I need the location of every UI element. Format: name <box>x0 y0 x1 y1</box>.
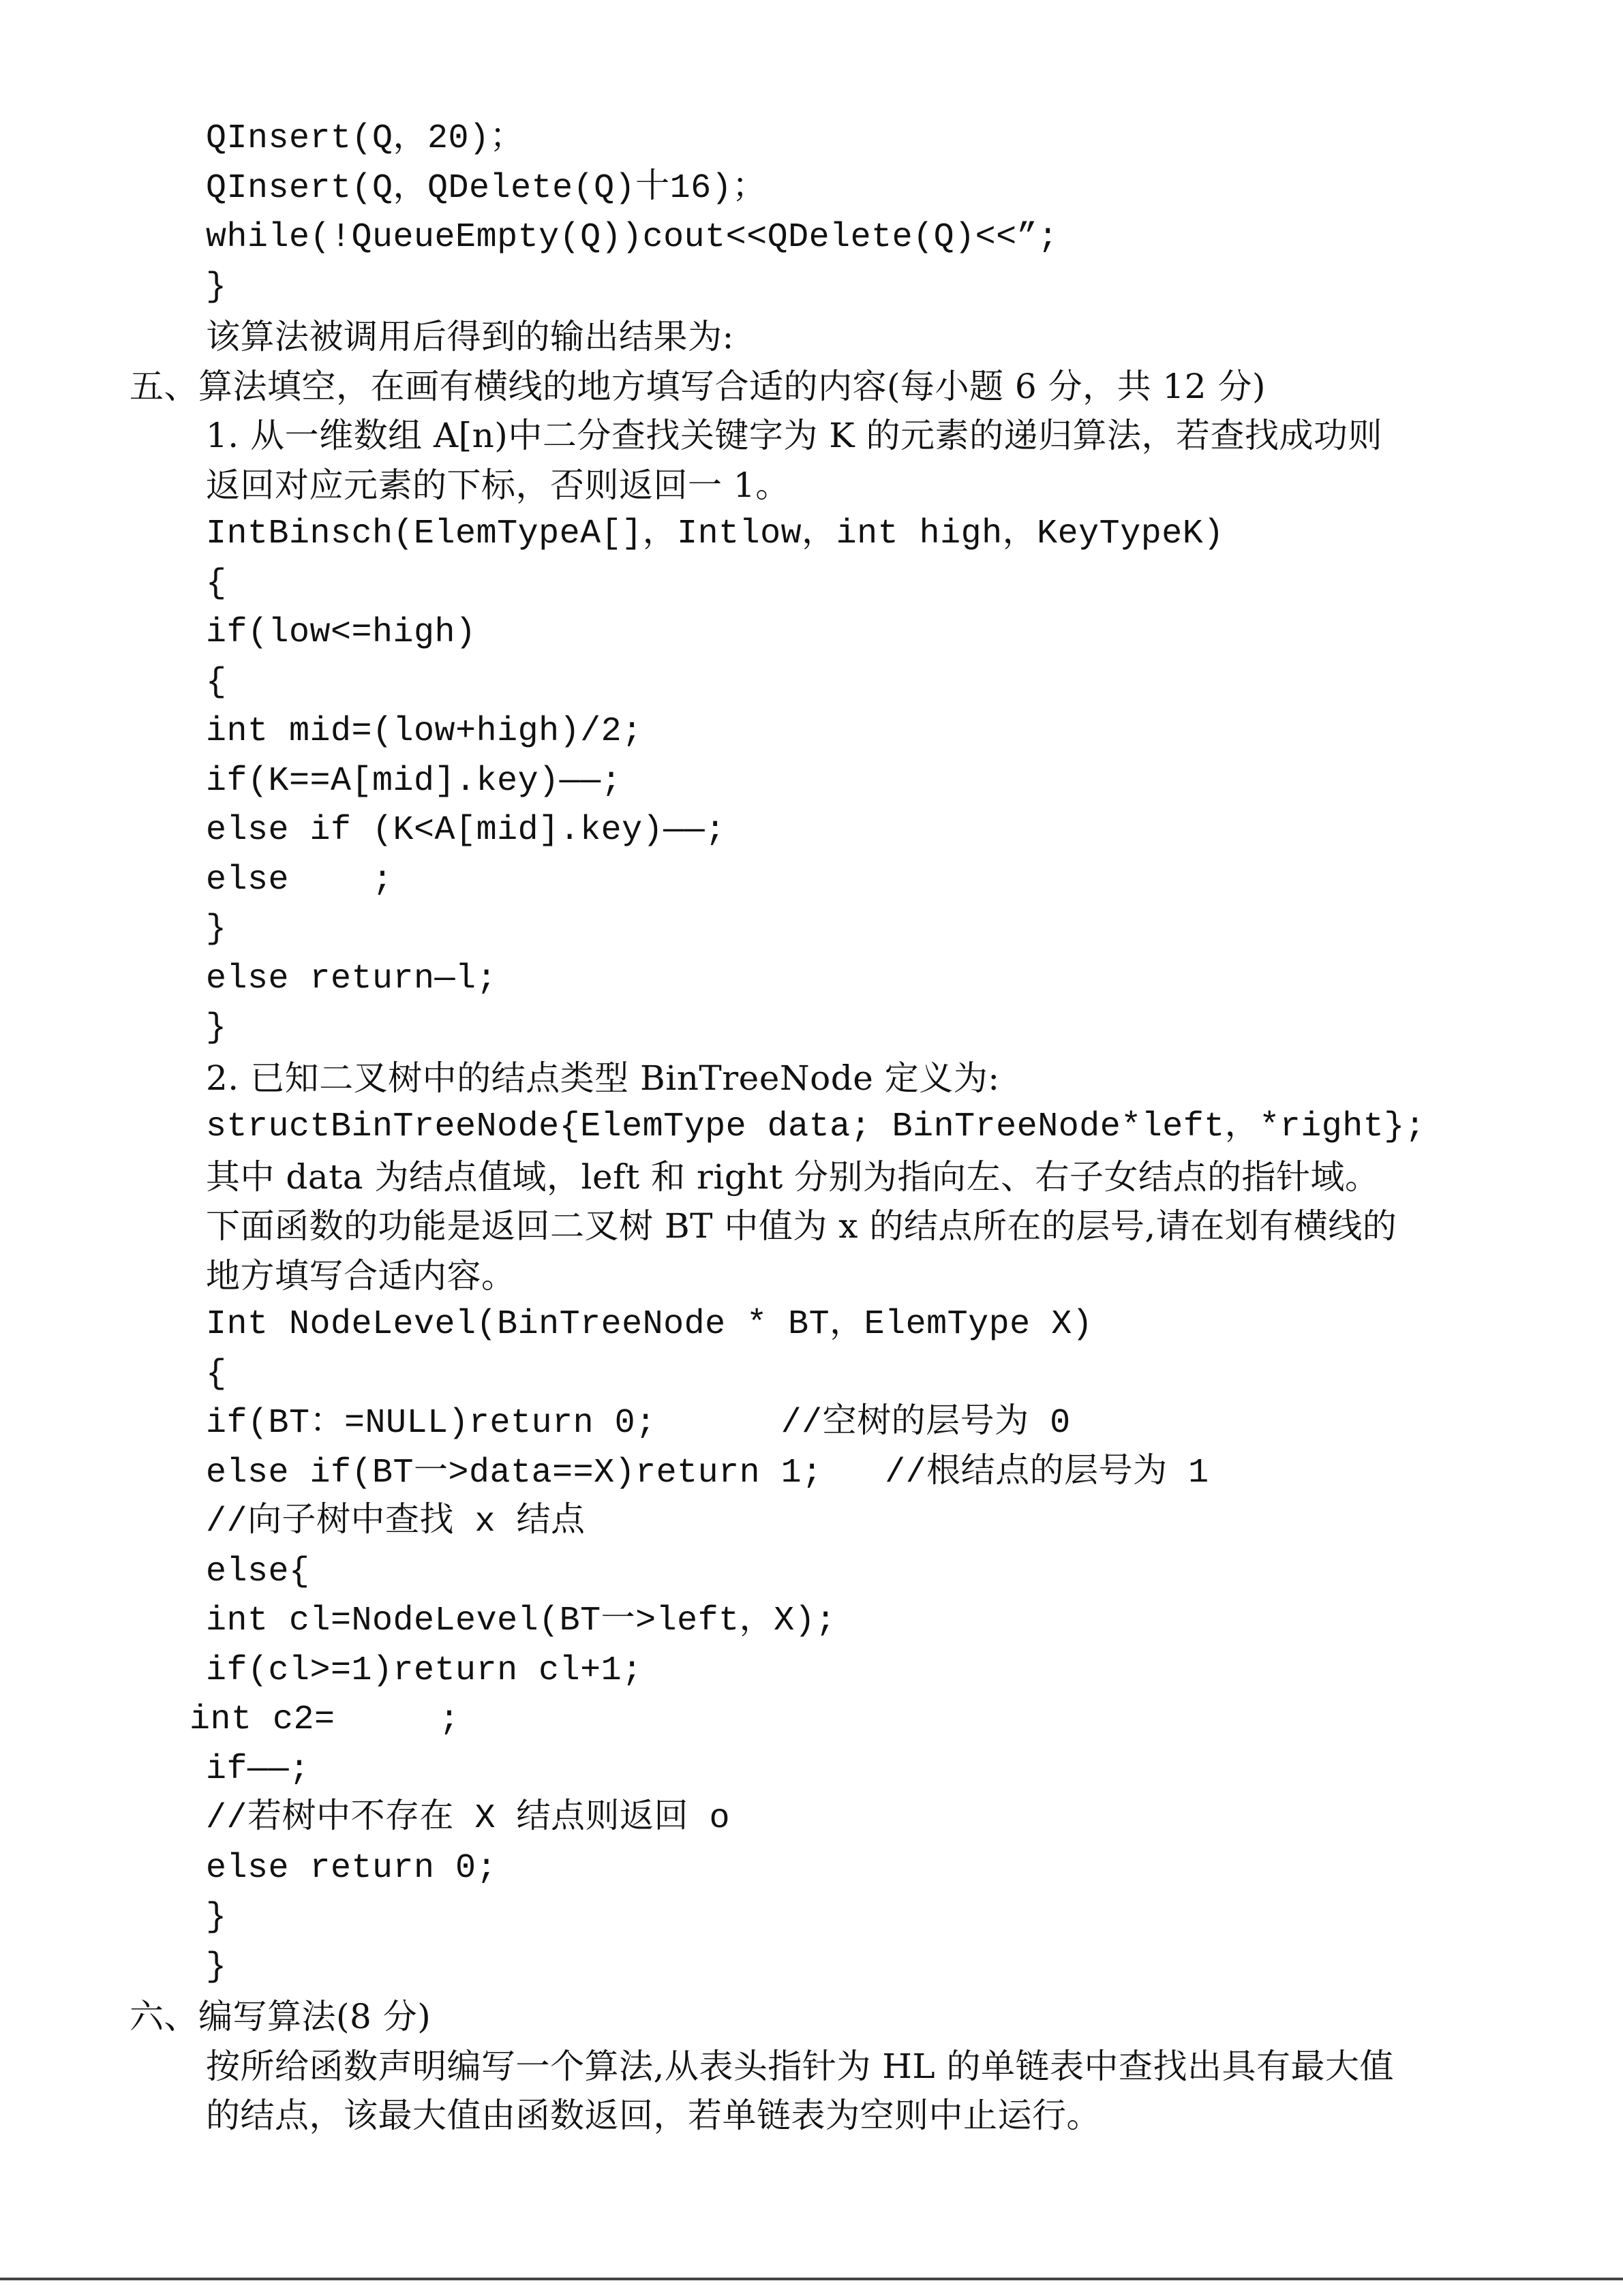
code-line-int-c1: int cl=NodeLevel(BT一>left，X); <box>206 1602 836 1640</box>
code-line-while-cout: while(!QueueEmpty(Q))cout<<QDelete(Q)<<”; <box>206 218 1059 257</box>
code-comment-not-found: //若树中不存在 X 结点则返回 o <box>206 1799 731 1838</box>
code-line-qinsert-20: QInsert(Q，20)； <box>206 119 525 158</box>
code-line-close-brace: } <box>206 910 227 949</box>
code-line-else-return: else return—l; <box>206 959 498 998</box>
code-line-qinsert-qdelete: QInsert(Q，QDelete(Q)十16)； <box>206 168 767 208</box>
code-line-nodelevel-signature: Int NodeLevel(BinTreeNode * BT，ElemType X) <box>206 1305 1093 1344</box>
question-output-prompt: 该算法被调用后得到的输出结果为: <box>206 317 734 356</box>
section-five-heading: 五、算法填空，在画有横线的地方填写合适的内容(每小题 6 分，共 12 分) <box>130 366 1266 406</box>
question-2-text: 2. 已知二叉树中的结点类型 BinTreeNode 定义为: <box>206 1058 1000 1098</box>
section-six-text: 按所给函数声明编写一个算法,从表头指针为 HL 的单链表中查找出具有最大值 <box>206 2046 1394 2086</box>
code-line-int-c2: int c2= ; <box>189 1700 460 1739</box>
code-line-if-key-equal: if(K==A[mid].key)——; <box>206 761 622 801</box>
section-six-text-cont: 的结点，该最大值由函数返回，若单链表为空则中止运行。 <box>206 2096 1101 2135</box>
code-line-open-brace: { <box>206 662 227 702</box>
question-1-text: 1. 从一维数组 A[n)中二分查找关键字为 K 的元素的递归算法，若查找成功则 <box>206 416 1382 455</box>
code-line-else-open: else{ <box>206 1552 310 1591</box>
question-2-desc: 其中 data 为结点值域，left 和 right 分别为指向左、右子女结点的指针域。 <box>206 1157 1380 1197</box>
question-2-desc-end: 地方填写合适内容。 <box>206 1255 516 1296</box>
section-six-heading: 六、编写算法(8 分) <box>130 1997 431 2036</box>
code-line-struct-def: structBinTreeNode{ElemType data; BinTreeNode*left，*right}; <box>206 1107 1426 1146</box>
code-line-close-brace: } <box>206 1009 227 1047</box>
code-line-if-low-high: if(low<=high) <box>206 613 476 652</box>
code-line-close-brace: } <box>206 267 227 307</box>
code-line-else-return-0: else return 0; <box>206 1848 498 1888</box>
code-comment-search-subtree: //向子树中查找 x 结点 <box>206 1503 586 1542</box>
code-line-else-if-key-less: else if (K<A[mid].key)——; <box>206 811 726 850</box>
code-line-else-blank: else ; <box>206 860 393 900</box>
code-line-if-bt-null: if(BT：=NULL)return 0; //空树的层号为 0 <box>206 1404 1071 1443</box>
code-line-binsch-signature: IntBinsch(ElemTypeA[]，Intlow，int high，KeyTypeK) <box>206 515 1224 553</box>
code-line-if-c1: if(cl>=1)return cl+1; <box>206 1651 643 1690</box>
code-line-int-mid: int mid=(low+high)/2; <box>206 712 643 751</box>
code-line-if-blank: if——; <box>206 1749 310 1789</box>
code-line-close-brace: } <box>206 1898 227 1937</box>
document-content <box>130 114 1527 2141</box>
question-1-text-cont: 返回对应元素的下标，否则返回一 1。 <box>206 465 790 505</box>
code-line-open-brace: { <box>206 1354 227 1394</box>
code-line-open-brace: { <box>206 564 227 603</box>
code-line-else-if-root: else if(BT一>data==X)return 1; //根结点的层号为 1 <box>206 1453 1209 1493</box>
code-line-close-brace: } <box>206 1947 227 1987</box>
bottom-divider <box>0 2278 1623 2280</box>
question-2-desc-cont: 下面函数的功能是返回二叉树 BT 中值为 x 的结点所在的层号,请在划有横线的 <box>206 1206 1397 1246</box>
